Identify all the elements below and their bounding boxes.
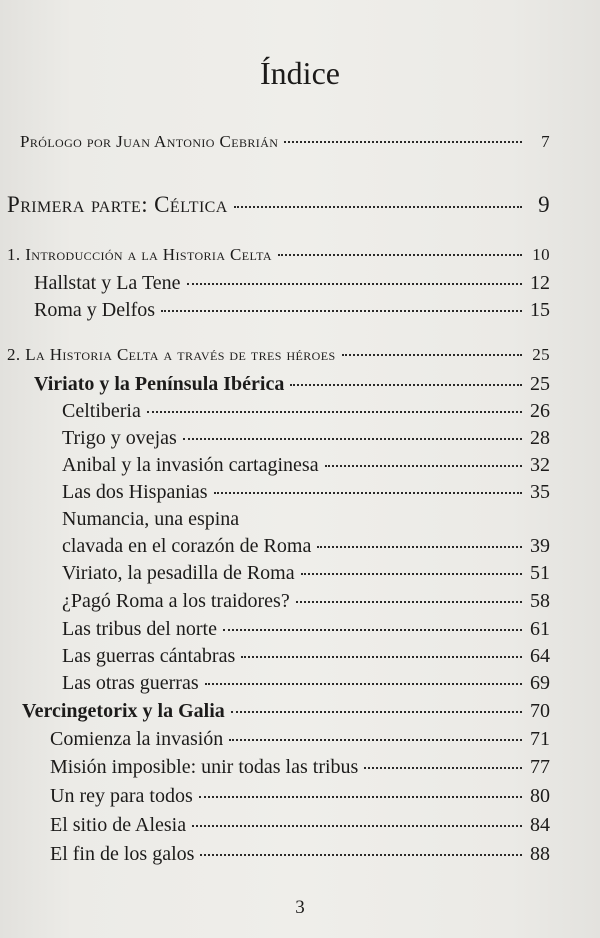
toc-entry-page: 32 xyxy=(530,454,550,476)
dot-leader xyxy=(187,283,522,285)
toc-entry-section xyxy=(62,645,550,668)
page-number: 3 xyxy=(295,897,305,918)
toc-entry-page: 26 xyxy=(530,400,550,422)
toc-entry-label: Las dos Hispanias xyxy=(62,481,208,503)
toc-entry-page: 77 xyxy=(530,756,550,778)
toc-entry-page: 15 xyxy=(530,299,550,321)
toc-entry-section xyxy=(50,814,550,837)
dot-leader xyxy=(296,601,522,603)
dot-leader xyxy=(241,656,522,658)
toc-entry-page: 71 xyxy=(530,728,550,750)
toc-entry-chapter-2 xyxy=(7,345,550,365)
toc-entry-label: Las otras guerras xyxy=(62,672,199,694)
toc-entry-label: Celtiberia xyxy=(62,400,141,422)
toc-entry-page: 69 xyxy=(530,672,550,694)
dot-leader xyxy=(317,546,522,548)
toc-entry-section xyxy=(62,562,550,585)
toc-entry-section xyxy=(62,400,550,423)
dot-leader xyxy=(223,629,522,631)
toc-entry-label: Anibal y la invasión cartaginesa xyxy=(62,454,319,476)
toc-entry-page: 80 xyxy=(530,785,550,807)
toc-entry-page: 70 xyxy=(530,700,550,722)
toc-entry-page: 10 xyxy=(532,245,550,264)
toc-entry-label: 2. La Historia Celta a través de tres héroes xyxy=(7,345,336,364)
toc-entry-page: 39 xyxy=(530,535,550,557)
dot-leader xyxy=(364,767,522,769)
toc-entry-label: Primera parte: Céltica xyxy=(7,192,228,217)
toc-entry-chapter-1 xyxy=(7,245,550,265)
dot-leader xyxy=(290,384,522,386)
toc-entry-section xyxy=(62,481,550,504)
toc-entry-section xyxy=(50,843,550,866)
toc-entry-label: Misión imposible: unir todas las tribus xyxy=(50,756,359,778)
dot-leader xyxy=(147,411,522,413)
toc-entry-page: 64 xyxy=(530,645,550,667)
toc-entry-label: Trigo y ovejas xyxy=(62,427,177,449)
dot-leader xyxy=(342,354,522,356)
toc-entry-label: Prólogo por Juan Antonio Cebrián xyxy=(20,132,279,151)
toc-entry-prologue xyxy=(20,132,550,152)
toc-entry-page: 84 xyxy=(530,814,550,836)
toc-entry-section xyxy=(50,728,550,751)
toc-entry-page: 7 xyxy=(541,132,550,151)
dot-leader xyxy=(325,465,522,467)
toc-entry-section xyxy=(62,427,550,450)
toc-entry-page: 61 xyxy=(530,618,550,640)
toc-entry-page: 28 xyxy=(530,427,550,449)
toc-entry-section xyxy=(34,299,550,322)
toc-entry-label: El fin de los galos xyxy=(50,843,195,865)
dot-leader xyxy=(231,711,522,713)
toc-entry-page: 25 xyxy=(532,345,550,364)
dot-leader xyxy=(234,206,522,208)
toc-entry-label: Un rey para todos xyxy=(50,785,193,807)
toc-entry-section xyxy=(50,756,550,779)
toc-entry-label: 1. Introducción a la Historia Celta xyxy=(7,245,272,264)
toc-entry-label: Viriato, la pesadilla de Roma xyxy=(62,562,295,584)
toc-entry-page: 9 xyxy=(538,192,550,217)
toc-entry-label: Comienza la invasión xyxy=(50,728,224,750)
toc-entry-page: 25 xyxy=(530,373,550,395)
dot-leader xyxy=(301,573,522,575)
toc-entry-page: 58 xyxy=(530,590,550,612)
toc-entry-label: Hallstat y La Tene xyxy=(34,272,181,294)
dot-leader xyxy=(161,310,522,312)
dot-leader xyxy=(229,739,522,741)
toc-entry-label: Las guerras cántabras xyxy=(62,645,236,667)
toc-entry-label: Las tribus del norte xyxy=(62,618,217,640)
dot-leader xyxy=(205,683,522,685)
toc-entry-subchapter-vercingetorix xyxy=(22,700,550,723)
dot-leader xyxy=(214,492,522,494)
toc-entry-section xyxy=(62,454,550,477)
dot-leader xyxy=(192,825,522,827)
toc-entry-page: 51 xyxy=(530,562,550,584)
toc-entry-section xyxy=(62,618,550,641)
toc-entry-section xyxy=(62,535,550,558)
toc-entry-page: 88 xyxy=(530,843,550,865)
dot-leader xyxy=(284,141,522,143)
toc-entry-label: Roma y Delfos xyxy=(34,299,156,321)
dot-leader xyxy=(199,796,522,798)
toc-entry-label: clavada en el corazón de Roma xyxy=(62,535,312,557)
toc-entry-section xyxy=(50,785,550,808)
toc-entry-label: ¿Pagó Roma a los traidores? xyxy=(62,590,290,612)
dot-leader xyxy=(183,438,522,440)
page-title: Índice xyxy=(260,55,340,91)
toc-entry-label: Viriato y la Península Ibérica xyxy=(34,373,285,395)
toc-entry-label: El sitio de Alesia xyxy=(50,814,187,836)
toc-entry-section xyxy=(62,672,550,695)
dot-leader xyxy=(200,854,522,856)
toc-entry-section xyxy=(62,590,550,613)
toc-entry-section xyxy=(34,272,550,295)
toc-entry-page: 35 xyxy=(530,481,550,503)
toc-entry-part-1 xyxy=(7,192,550,218)
toc-entry-subchapter-viriato xyxy=(34,373,550,396)
dot-leader xyxy=(278,254,522,256)
toc-entry-page: 12 xyxy=(530,272,550,294)
toc-entry-label: Vercingetorix y la Galia xyxy=(22,700,225,722)
toc-entry-section-line1: Numancia, una espina xyxy=(62,508,240,530)
